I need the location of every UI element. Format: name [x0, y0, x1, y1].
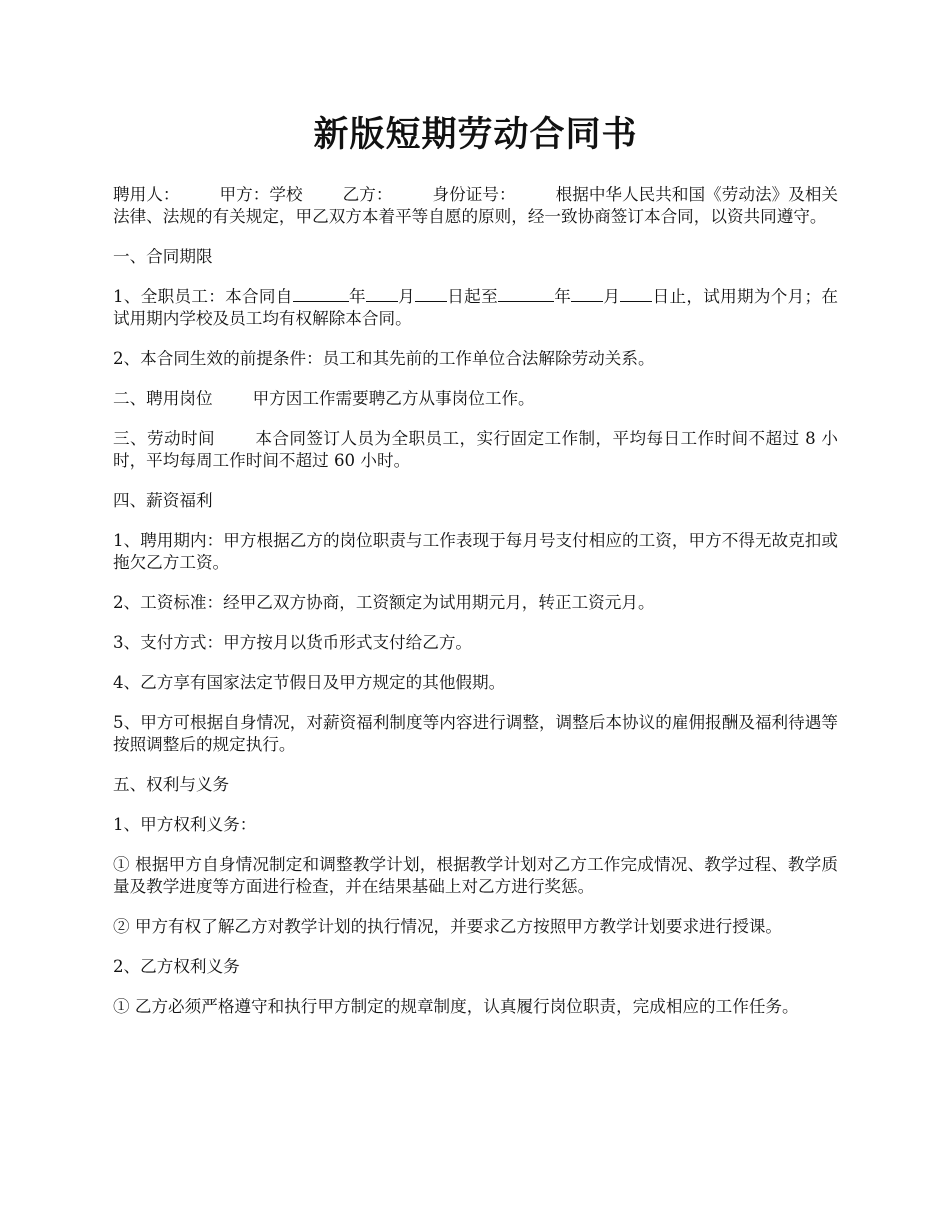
- party-a: 甲方：学校: [219, 185, 303, 204]
- party-a-rights-item-2: ② 甲方有权了解乙方对教学计划的执行情况，并要求乙方按照甲方教学计划要求进行授课。: [113, 917, 783, 936]
- salary-clause-1: 1、聘用期内：甲方根据乙方的岗位职责与工作表现于每月号支付相应的工资，甲方不得无故克扣或拖欠乙方工资。: [113, 531, 838, 572]
- section-heading-salary: 四、薪资福利: [113, 491, 213, 510]
- party-b-rights-heading: 2、乙方权利义务: [113, 957, 240, 976]
- salary-clause-5: 5、甲方可根据自身情况，对薪资福利制度等内容进行调整，调整后本协议的雇佣报酬及福利待遇等按照调整后的规定执行。: [113, 713, 838, 754]
- position-text: 甲方因工作需要聘乙方从事岗位工作。: [252, 389, 535, 408]
- section-heading-contract-term: 一、合同期限: [113, 247, 213, 266]
- intro-paragraph: [113, 184, 838, 228]
- start-year-blank: [293, 300, 349, 302]
- party-b: 乙方：: [342, 185, 393, 204]
- start-month-blank: [366, 300, 398, 302]
- start-day-blank: [415, 300, 447, 302]
- section-heading-rights: 五、权利与义务: [113, 775, 230, 794]
- term-clause-full-time: 1、全职员工：本合同自 年 月 日起至 年 月 日止，试用期为个月；在试用期内学校及员工均有权解除本合同。: [113, 287, 839, 328]
- end-day-blank: [620, 300, 652, 302]
- end-month-blank: [571, 300, 603, 302]
- salary-clause-4: 4、乙方享有国家法定节假日及甲方规定的其他假期。: [113, 673, 506, 692]
- preamble-text: 根据中华人民共和国《劳动法》及相关法律、法规的有关规定，甲乙双方本着平等自愿的原则，经一致协商签订本合同，以资共同遵守。: [113, 185, 839, 226]
- salary-clause-2: 2、工资标准：经甲乙双方协商，工资额定为试用期元月，转正工资元月。: [113, 593, 655, 612]
- section-heading-working-hours: 三、劳动时间: [113, 429, 216, 448]
- party-a-rights-heading: 1、甲方权利义务：: [113, 815, 257, 834]
- section-heading-position: 二、聘用岗位: [113, 389, 213, 408]
- section-working-hours: [113, 428, 838, 472]
- working-hours-text: 本合同签订人员为全职员工，实行固定工作制，平均每日工作时间不超过 8 小时，平均每周工作时间不超过 60 小时。: [113, 429, 838, 470]
- document-title: 新版短期劳动合同书: [313, 114, 638, 155]
- id-number-label: 身份证号：: [432, 185, 516, 204]
- end-year-blank: [498, 300, 554, 302]
- term-clause-precondition: 2、本合同生效的前提条件：员工和其先前的工作单位合法解除劳动关系。: [113, 349, 655, 368]
- party-b-rights-item-1: ① 乙方必须严格遵守和执行甲方制定的规章制度，认真履行岗位职责，完成相应的工作任务。: [113, 997, 799, 1016]
- section-position: [113, 388, 838, 410]
- employer-label: 聘用人：: [113, 185, 180, 204]
- salary-clause-3: 3、支付方式：甲方按月以货币形式支付给乙方。: [113, 633, 473, 652]
- party-a-rights-item-1: ① 根据甲方自身情况制定和调整教学计划，根据教学计划对乙方工作完成情况、教学过程、教学质量及教学进度等方面进行检查，并在结果基础上对乙方进行奖惩。: [113, 855, 838, 896]
